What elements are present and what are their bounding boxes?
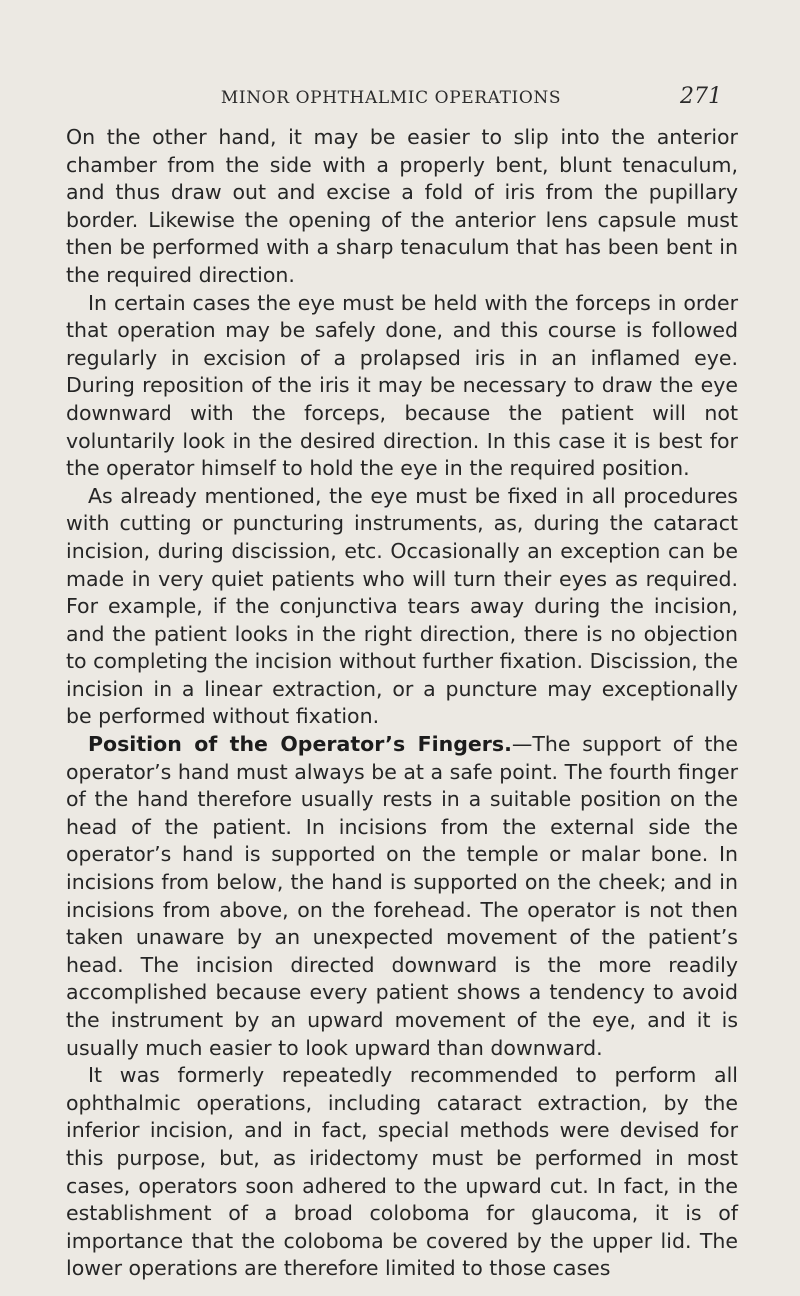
body-text (66, 124, 738, 1283)
section-heading: Position of the Operator’s Fingers. (88, 732, 512, 757)
paragraph-5: It was formerly repeatedly recommended to perform all ophthalmic operations, including cataract extraction, by the inferior incision, and in fact, special methods were devised for this purpose, but, as iridectomy must be performed in most cases, operators soon adhered to the upward cut. In fact, in the establishment of a broad coloboma for glaucoma, it is of importance that the coloboma be covered by the upper lid. The lower operations are therefore limited to those cases (66, 1063, 738, 1281)
paragraph-4-text: —The support of the operator’s hand must always be at a safe point. The fourth finger of the hand therefore usually rests in a suitable position on the head of the patient. In incisions from the external side the operator’s hand is supported on the temple or malar bone. In incisions from below, the hand is supported on the cheek; and in incisions from above, on the forehead. The operator is not then taken unaware by an unexpected movement of the patient’s head. The incision directed downward is the more readily accomplished because every patient shows a tendency to avoid the instrument by an upward movement of the eye, and it is usually much easier to look upward than downward. (66, 732, 738, 1060)
paragraph-1: On the other hand, it may be easier to slip into the anterior chamber from the side with a properly bent, blunt tenaculum, and thus draw out and excise a fold of iris from the pupillary border. Likewise the opening of the anterior lens capsule must then be performed with a sharp tenaculum that has been bent in the required direction. (66, 125, 738, 287)
running-title: MINOR OPHTHALMIC OPERATIONS (220, 88, 562, 108)
running-header (66, 84, 722, 114)
paragraph-2: In certain cases the eye must be held with the forceps in order that operation may be safely done, and this course is followed regularly in excision of a prolapsed iris in an inflamed eye. During reposition of the iris it may be necessary to draw the eye downward with the forceps, because the patient will not voluntarily look in the desired direction. In this case it is best for the operator himself to hold the eye in the required position. (66, 290, 738, 481)
page-number: 271 (680, 84, 722, 109)
paragraph-4 (66, 731, 738, 1062)
paragraph-3: As already mentioned, the eye must be fixed in all procedures with cutting or puncturing instruments, as, during the cataract incision, during discission, etc. Occasionally an exception can be made in very quiet patients who will turn their eyes as required. For example, if the conjunctiva tears away during the incision, and the patient looks in the right direction, there is no objection to completing the incision without further fixation. Discission, the incision in a linear extraction, or a puncture may exceptionally be performed without fixation. (66, 483, 738, 729)
